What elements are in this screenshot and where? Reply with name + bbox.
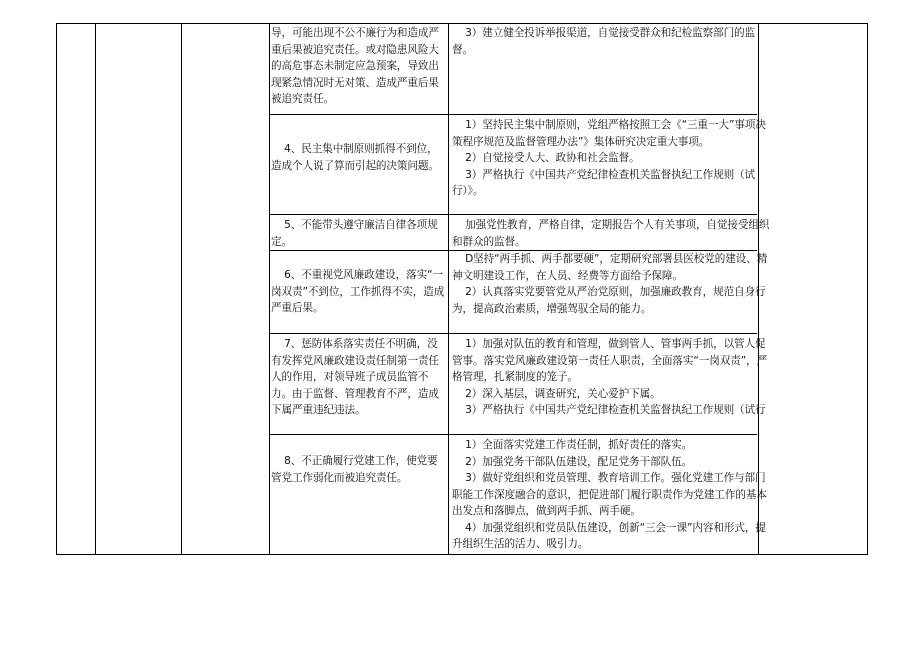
table-row <box>269 115 869 214</box>
empty-column-cell <box>182 24 269 554</box>
risk-point-cell: 8、不正确履行党建工作，使党要管党工作弱化而被追究责任。 <box>271 455 438 484</box>
risk-point-cell: 6、不重视党风廉政建设，落实“一岗双责”不到位，工作抓得不实，造成严重后果。 <box>271 269 445 314</box>
risk-point-cell: 导，可能出现不公不廉行为和造成严重后果被追究责任。或对隐患风险大的高危事态未制定应急预案，导致出现紧急情况时无对策、造成严重后果被追究责任。 <box>271 27 439 105</box>
table-row <box>269 334 869 434</box>
table-row <box>269 24 869 114</box>
prevention-measure-cell: 1）加强对队伍的教育和管理，做到管人、管事两手抓，以管人促管事。落实党风廉政建设第一责任人职责，全面落实“一岗双责”，严格管理，扎紧制度的笼子。 2）深入基层，调查研究，关心爱护下属。 3）严格执行《中国共产党纪律检查机关监督执纪工作规则（试行 <box>452 338 768 416</box>
risk-point-cell: 4、民主集中制原则抓得不到位，造成个人说了算而引起的决策问题。 <box>271 143 439 172</box>
prevention-measure-cell: 1）全面落实党建工作责任制，抓好责任的落实。 2）加强党务干部队伍建设，配足党务干部队伍。 3）做好党组织和党员管理、教育培训工作。强化党建工作与部门职能工作深度融合的意识，把促进部门履行职责作为党建工作的基本出发点和落脚点，做到两手抓、两手硬。 4）加强党组织和党员队伍建设，创新“三会一课”内容和形式，提升组织生活的活力、吸引力。 <box>452 439 767 550</box>
responsibility-table <box>56 23 868 555</box>
prevention-measure-cell: 加强党性教育，严格自律，定期报告个人有关事项，自觉接受组织和群众的监督。 <box>452 219 770 248</box>
empty-column-cell <box>57 24 95 554</box>
risk-point-cell: 5、不能带头遵守廉洁自律各项规定。 <box>271 219 438 248</box>
prevention-measure-cell: 1）坚持民主集中制原则，党组严格按照工会《“三重一大”事项决策程序规范及监督管理办法”》集体研究决定重大事项。 2）自觉接受人大、政协和社会监督。 3）严格执行《中国共产党纪律检查机关监督执纪工作规则（试行）》。 <box>452 119 766 197</box>
empty-column-cell <box>96 24 181 554</box>
table-row <box>269 435 869 556</box>
risk-point-cell: 7、惩防体系落实责任不明确，没有发挥党风廉政建设责任制第一责任人的作用，对领导班子成员监管不力。由于监督、管理教育不严，造成下属严重违纪违法。 <box>271 338 439 416</box>
table-row <box>269 251 869 333</box>
table-row <box>269 215 869 250</box>
prevention-measure-cell: 3）建立健全投诉举报渠道，自觉接受群众和纪检监察部门的监督。 <box>452 27 756 56</box>
prevention-measure-cell: D坚持“两手抓、两手都要硬”，定期研究部署县医校党的建设、精神文明建设工作，在人员、经费等方面给予保障。 2）认真落实党要管党从严治党原则，加强廉政教育，规范自身行为，提高政治素质，增强驾驭全局的能力。 <box>452 253 768 315</box>
